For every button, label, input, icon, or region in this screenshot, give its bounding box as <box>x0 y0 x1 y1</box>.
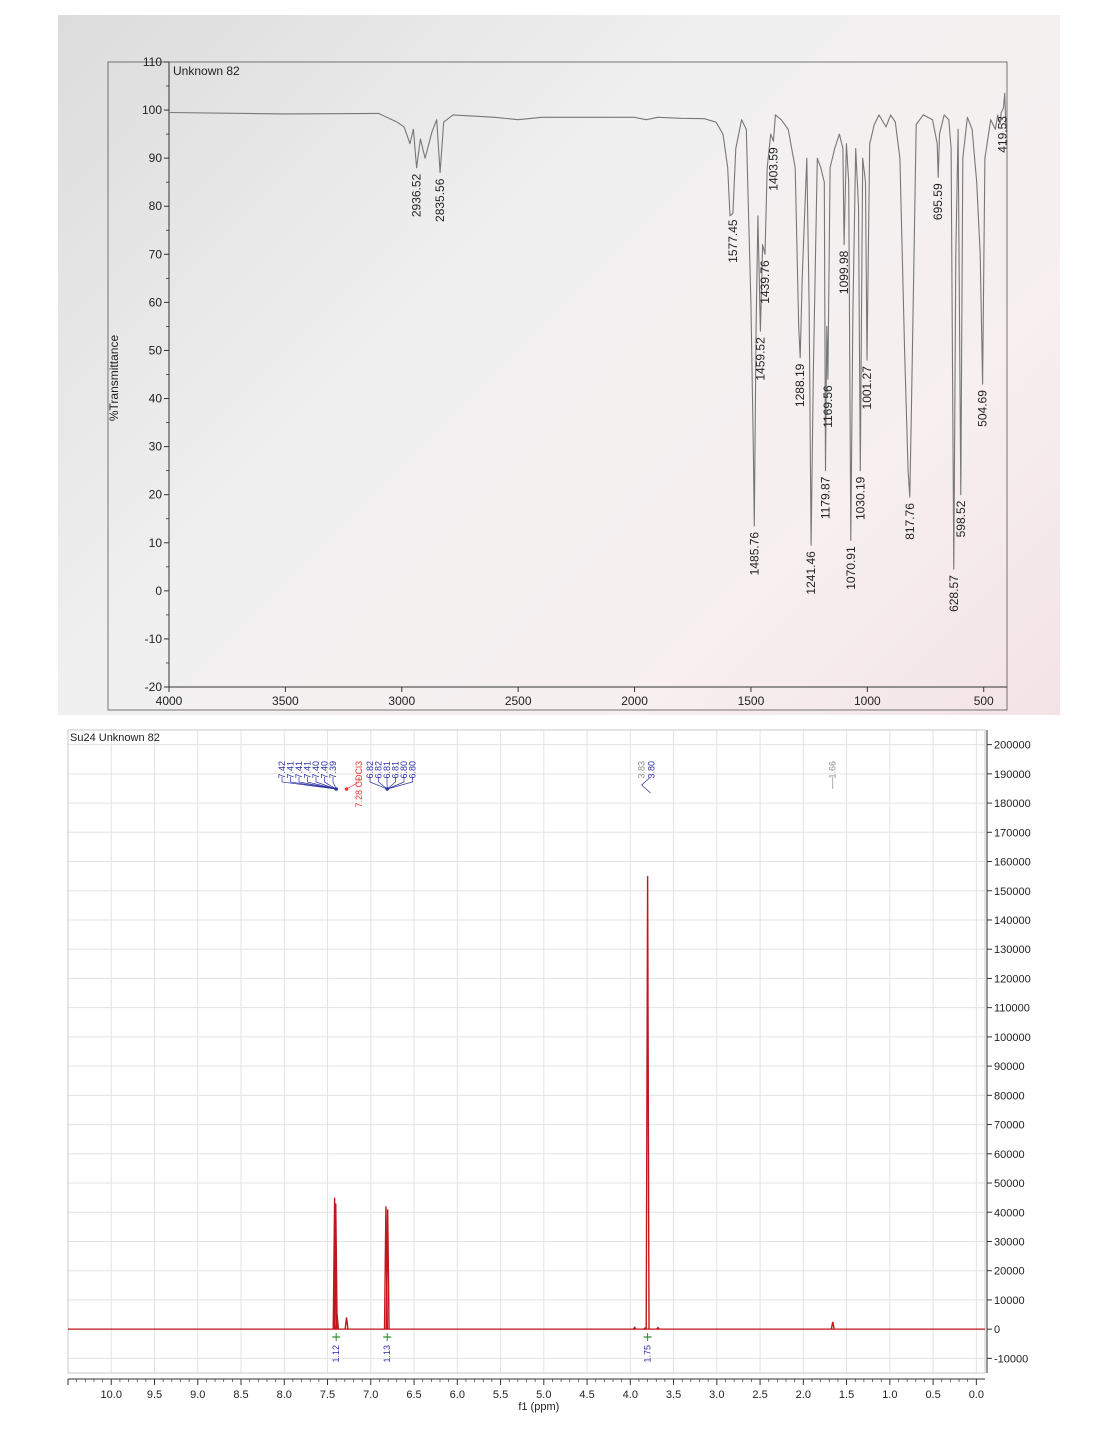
x-tick-label: 4000 <box>155 694 183 708</box>
y-tick-label: 40000 <box>994 1207 1025 1220</box>
x-tick-label: 1000 <box>853 694 881 708</box>
y-tick-label: -20 <box>144 680 162 694</box>
x-tick-label: 3000 <box>388 694 416 708</box>
peak-label: 7.41 <box>294 761 304 779</box>
x-tick-label: 5.5 <box>492 1389 509 1401</box>
peak-label: 7.41 <box>302 761 313 779</box>
y-tick-label: 30 <box>148 439 162 454</box>
y-tick-label: 110000 <box>994 1002 1030 1015</box>
x-tick-label: 3.0 <box>709 1389 725 1401</box>
y-tick-label: 40 <box>148 391 162 406</box>
peak-annotation: 1001.27 <box>860 366 875 410</box>
nmr-spectrum-chart <box>0 725 1100 1446</box>
peak-label: 6.82 <box>373 761 384 779</box>
solvent-label: 7.28 CDCl3 <box>354 761 364 808</box>
y-tick-label: 20 <box>148 487 162 502</box>
peak-annotation: 1070.91 <box>843 546 858 590</box>
peak-label: 6.81 <box>390 761 401 779</box>
chart-title: Unknown 82 <box>173 64 240 78</box>
x-tick-label: 2.5 <box>752 1389 768 1401</box>
x-tick-label: 6.5 <box>406 1389 422 1401</box>
y-tick-label: 30000 <box>994 1236 1025 1249</box>
peak-annotation: 1179.87 <box>818 476 833 520</box>
y-tick-label: 80000 <box>994 1090 1025 1103</box>
peak-label: 6.80 <box>399 761 409 779</box>
y-tick-label: 100000 <box>994 1031 1031 1044</box>
x-tick-label: 8.0 <box>276 1389 292 1401</box>
x-tick-label: 6.0 <box>449 1389 465 1401</box>
y-tick-label: 80 <box>148 199 162 214</box>
y-tick-label: 70000 <box>994 1119 1025 1132</box>
peak-annotation: 817.76 <box>902 503 917 540</box>
peak-annotation: 695.59 <box>931 183 946 221</box>
peak-label: 7.39 <box>328 761 338 779</box>
x-tick-label: 8.5 <box>233 1389 249 1401</box>
peak-label: 6.80 <box>407 761 418 779</box>
x-tick-label: 9.5 <box>146 1389 163 1401</box>
y-tick-label: -10 <box>144 631 162 646</box>
y-tick-label: 60000 <box>994 1148 1025 1161</box>
integral-value: 1.12 <box>331 1345 342 1363</box>
x-tick-label: 5.0 <box>536 1389 552 1401</box>
y-tick-label: 90 <box>148 151 162 166</box>
y-tick-label: 50000 <box>994 1178 1025 1191</box>
y-tick-label: 70 <box>148 247 162 262</box>
y-tick-label: -10000 <box>994 1353 1029 1366</box>
peak-group-anchor <box>345 787 349 791</box>
peak-annotation: 628.57 <box>946 575 961 612</box>
x-tick-label: 1.0 <box>882 1389 898 1401</box>
peak-label: 3.83 <box>636 761 647 779</box>
integral-value: 1.75 <box>642 1345 653 1363</box>
peak-annotation: 1099.98 <box>837 250 852 295</box>
spectrum-peak <box>345 1317 348 1329</box>
peak-annotation: 1403.59 <box>766 147 781 191</box>
x-axis-label: f1 (ppm) <box>518 1401 560 1413</box>
peak-annotation: 1030.19 <box>853 476 868 521</box>
y-tick-label: 170000 <box>994 827 1031 840</box>
x-tick-label: 1.5 <box>838 1389 855 1401</box>
ir-spectrum-chart <box>0 0 1100 715</box>
y-tick-label: 140000 <box>994 914 1031 927</box>
ir-spectrum-line <box>169 93 1010 569</box>
y-tick-label: 150000 <box>994 885 1031 898</box>
x-tick-label: 10.0 <box>100 1389 122 1401</box>
x-tick-label: 4.0 <box>622 1389 638 1401</box>
y-tick-label: 110 <box>142 55 162 69</box>
peak-group-anchor <box>385 787 389 791</box>
x-tick-label: 0.0 <box>968 1389 984 1401</box>
peak-annotation: 1485.76 <box>747 531 762 576</box>
x-tick-label: 1500 <box>737 694 765 708</box>
peak-annotation: 504.69 <box>975 390 990 427</box>
peak-label: 6.82 <box>365 761 375 779</box>
peak-annotation: 598.52 <box>953 500 968 538</box>
peak-label: 7.41 <box>285 761 296 779</box>
y-tick-label: 190000 <box>994 768 1031 781</box>
spectrum-peak <box>646 876 649 1329</box>
spectrum-peak <box>831 1322 834 1329</box>
y-tick-label: 0 <box>994 1324 1001 1337</box>
peak-label: 7.42 <box>277 761 287 779</box>
peak-label: 6.81 <box>382 761 392 779</box>
y-axis-label: %Transmittance <box>107 334 121 422</box>
plot-frame <box>68 730 985 1373</box>
peak-annotation: 1288.19 <box>793 363 808 408</box>
y-tick-label: 60 <box>148 295 162 310</box>
peak-label: 7.40 <box>311 761 321 779</box>
y-tick-label: 100 <box>141 103 162 118</box>
peak-annotation: 1439.76 <box>757 260 772 304</box>
y-tick-label: 90000 <box>994 1061 1025 1074</box>
peak-annotation: 1577.45 <box>725 219 740 263</box>
y-tick-label: 200000 <box>994 739 1031 752</box>
x-tick-label: 9.0 <box>190 1389 206 1401</box>
peak-annotation: 1241.46 <box>804 551 819 595</box>
y-tick-label: 10 <box>148 535 162 550</box>
x-tick-label: 0.5 <box>925 1389 941 1401</box>
x-tick-label: 2000 <box>621 694 648 708</box>
peak-annotation: 1459.52 <box>753 337 768 381</box>
y-tick-label: 10000 <box>994 1294 1025 1307</box>
chart-title: Su24 Unknown 82 <box>70 732 160 744</box>
peak-label: 7.40 <box>319 761 330 779</box>
peak-annotation: 2835.56 <box>433 178 448 222</box>
peak-annotation: 2936.52 <box>409 173 424 218</box>
peak-label: 1.66 <box>827 761 838 779</box>
x-tick-label: 2.0 <box>795 1389 811 1401</box>
peak-label: 3.80 <box>646 761 657 779</box>
y-tick-label: 50 <box>148 343 162 358</box>
y-tick-label: 160000 <box>994 856 1031 869</box>
x-tick-label: 500 <box>973 694 994 708</box>
y-tick-label: 180000 <box>994 798 1031 811</box>
x-tick-label: 2500 <box>504 694 532 708</box>
x-tick-label: 4.5 <box>579 1389 595 1401</box>
x-tick-label: 3.5 <box>665 1389 682 1401</box>
x-tick-label: 7.0 <box>363 1389 379 1401</box>
peak-annotation: 1169.56 <box>820 385 835 428</box>
y-tick-label: 0 <box>155 583 162 598</box>
x-tick-label: 7.5 <box>319 1389 336 1401</box>
x-tick-label: 3500 <box>272 694 299 708</box>
peak-annotation: 419.53 <box>995 116 1010 153</box>
y-tick-label: 120000 <box>994 973 1031 986</box>
integral-value: 1.13 <box>382 1345 393 1363</box>
peak-group-anchor <box>334 787 338 791</box>
y-tick-label: 20000 <box>994 1265 1025 1278</box>
y-tick-label: 130000 <box>994 944 1031 957</box>
